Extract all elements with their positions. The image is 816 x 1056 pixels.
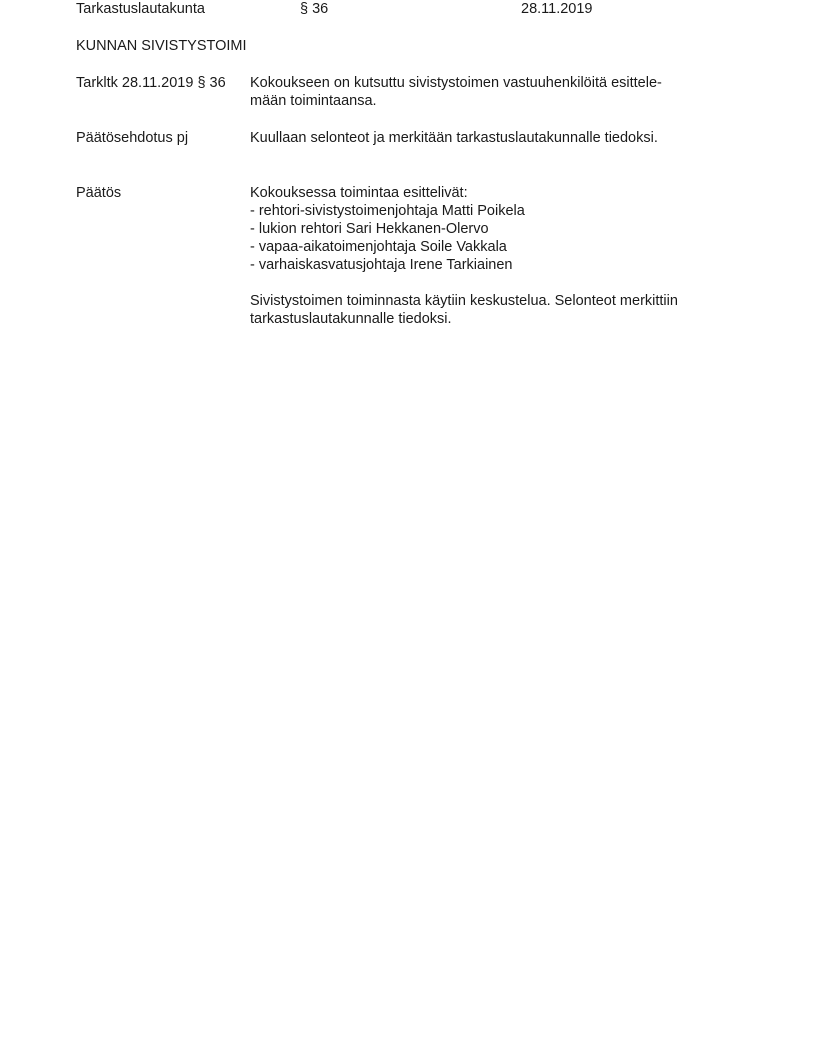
- item-3-text: [250, 184, 678, 328]
- meeting-date: 28.11.2019: [521, 1, 593, 17]
- item-3-intro: Kokouksessa toimintaa esittelivät:: [250, 185, 468, 201]
- subject-title: KUNNAN SIVISTYSTOIMI: [76, 38, 247, 54]
- item-3-closing-line: Sivistystoimen toiminnasta käytiin keskustelua. Selonteot merkittiin: [250, 293, 678, 309]
- item-1-line: Kokoukseen on kutsuttu sivistystoimen vastuuhenkilöitä esittele-: [250, 75, 662, 91]
- paragraph-gap: [250, 274, 678, 292]
- presenter-item: - vapaa-aikatoimenjohtaja Soile Vakkala: [250, 239, 507, 255]
- section-number: § 36: [300, 1, 329, 17]
- item-3-closing-line: tarkastuslautakunnalle tiedoksi.: [250, 311, 452, 327]
- presenter-item: - varhaiskasvatusjohtaja Irene Tarkiainen: [250, 257, 513, 273]
- item-2-label: Päätösehdotus pj: [76, 130, 189, 146]
- body-name: Tarkastuslautakunta: [76, 1, 205, 17]
- item-1-label: Tarkltk 28.11.2019 § 36: [76, 75, 226, 91]
- item-1-text: [250, 74, 662, 110]
- presenter-item: - rehtori-sivistystoimenjohtaja Matti Poikela: [250, 203, 525, 219]
- item-2-text: Kuullaan selonteot ja merkitään tarkastuslautakunnalle tiedoksi.: [250, 130, 658, 146]
- item-3-label: Päätös: [76, 185, 122, 201]
- item-1-line: mään toimintaansa.: [250, 93, 377, 109]
- presenter-item: - lukion rehtori Sari Hekkanen-Olervo: [250, 221, 489, 237]
